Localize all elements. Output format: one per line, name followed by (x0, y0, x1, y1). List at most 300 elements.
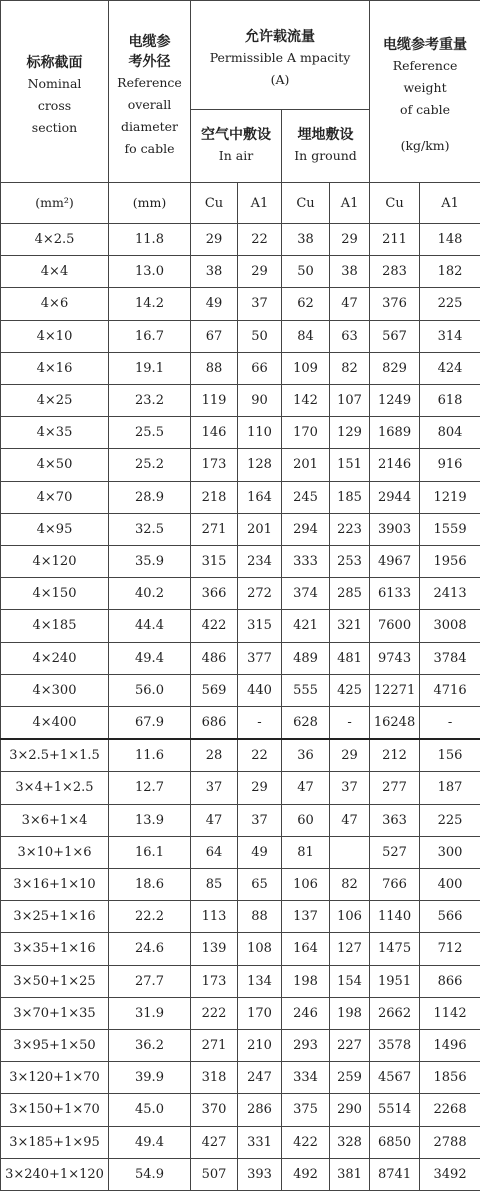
cell-diameter: 11.6 (109, 739, 191, 772)
cell-air-cu: 486 (191, 642, 238, 674)
cell-ground-cu: 555 (282, 674, 330, 706)
cell-air-al: 22 (238, 224, 282, 256)
cell-weight-al: 712 (420, 933, 480, 965)
cell-diameter: 25.2 (109, 449, 191, 481)
header-ampacity-zh: 允许载流量 (191, 27, 369, 47)
cell-section: 4×50 (1, 449, 109, 481)
cell-air-al: 108 (238, 933, 282, 965)
cell-diameter: 14.2 (109, 288, 191, 320)
table-row (1, 224, 480, 256)
cell-weight-al: 2788 (420, 1126, 480, 1158)
cell-ground-cu: 628 (282, 707, 330, 740)
cell-ground-al: 127 (330, 933, 370, 965)
table-row (1, 965, 480, 997)
cell-ground-cu: 333 (282, 546, 330, 578)
cell-section: 4×150 (1, 578, 109, 610)
cell-ground-al: 481 (330, 642, 370, 674)
table-row (1, 320, 480, 352)
cell-weight-al: 3492 (420, 1158, 480, 1190)
cell-weight-cu: 3903 (370, 513, 420, 545)
cell-air-al: 272 (238, 578, 282, 610)
cell-section: 4×16 (1, 352, 109, 384)
cell-air-al: 286 (238, 1094, 282, 1126)
cell-diameter: 45.0 (109, 1094, 191, 1126)
table-row (1, 385, 480, 417)
cell-weight-al: 1956 (420, 546, 480, 578)
cell-diameter: 35.9 (109, 546, 191, 578)
cell-ground-al: 223 (330, 513, 370, 545)
cell-air-al: 49 (238, 836, 282, 868)
header-air-cu: Cu (191, 183, 238, 224)
cell-weight-al: 4716 (420, 674, 480, 706)
cell-section: 4×35 (1, 417, 109, 449)
table-row (1, 546, 480, 578)
table-row (1, 869, 480, 901)
cell-air-cu: 85 (191, 869, 238, 901)
cell-air-al: 393 (238, 1158, 282, 1190)
header-weight-en-3: of cable (370, 99, 480, 121)
cell-diameter: 16.1 (109, 836, 191, 868)
cell-section: 3×70+1×35 (1, 997, 109, 1029)
cell-weight-cu: 1475 (370, 933, 420, 965)
header-ampacity-en-2: (A) (191, 69, 369, 91)
cell-ground-al: 38 (330, 256, 370, 288)
cell-ground-cu: 62 (282, 288, 330, 320)
cell-weight-al: - (420, 707, 480, 740)
cell-weight-al: 3008 (420, 610, 480, 642)
table-row (1, 481, 480, 513)
cell-ground-al: 47 (330, 804, 370, 836)
cell-ground-al: 151 (330, 449, 370, 481)
cell-diameter: 25.5 (109, 417, 191, 449)
cell-section: 3×120+1×70 (1, 1062, 109, 1094)
table-row (1, 449, 480, 481)
cell-weight-cu: 277 (370, 772, 420, 804)
cell-air-al: 210 (238, 1030, 282, 1062)
cell-ground-cu: 142 (282, 385, 330, 417)
cell-air-al: 88 (238, 901, 282, 933)
cell-weight-al: 2413 (420, 578, 480, 610)
header-section-zh: 标称截面 (1, 53, 108, 73)
cell-section: 3×6+1×4 (1, 804, 109, 836)
cell-ground-al: 285 (330, 578, 370, 610)
cell-air-al: 37 (238, 288, 282, 320)
cell-ground-al: 328 (330, 1126, 370, 1158)
cell-diameter: 40.2 (109, 578, 191, 610)
cell-air-cu: 37 (191, 772, 238, 804)
cell-air-al: 170 (238, 997, 282, 1029)
table-row (1, 642, 480, 674)
table-row (1, 836, 480, 868)
cell-ground-al: 290 (330, 1094, 370, 1126)
cell-air-cu: 271 (191, 513, 238, 545)
table-row (1, 513, 480, 545)
table-row (1, 804, 480, 836)
cell-weight-al: 1559 (420, 513, 480, 545)
cell-weight-al: 225 (420, 804, 480, 836)
cell-air-al: 37 (238, 804, 282, 836)
cell-diameter: 54.9 (109, 1158, 191, 1190)
cell-air-al: 66 (238, 352, 282, 384)
header-section-en-2: cross (1, 95, 108, 117)
cell-air-cu: 88 (191, 352, 238, 384)
table-row (1, 578, 480, 610)
cell-section: 3×95+1×50 (1, 1030, 109, 1062)
header-weight-cu: Cu (370, 183, 420, 224)
table-row (1, 288, 480, 320)
header-section-en-1: Nominal (1, 73, 108, 95)
cell-weight-al: 314 (420, 320, 480, 352)
cell-diameter: 22.2 (109, 901, 191, 933)
cell-air-cu: 49 (191, 288, 238, 320)
cell-ground-al: 227 (330, 1030, 370, 1062)
cell-diameter: 36.2 (109, 1030, 191, 1062)
cell-air-cu: 222 (191, 997, 238, 1029)
header-diameter-en-1: Reference (109, 72, 190, 94)
cell-diameter: 28.9 (109, 481, 191, 513)
cell-air-al: 50 (238, 320, 282, 352)
header-weight-al: A1 (420, 183, 480, 224)
header-ground-cu: Cu (282, 183, 330, 224)
header-diameter-zh-1: 电缆参 (109, 32, 190, 52)
table-row (1, 997, 480, 1029)
cell-ground-cu: 137 (282, 901, 330, 933)
cell-section: 4×400 (1, 707, 109, 740)
cell-air-al: 90 (238, 385, 282, 417)
table-row (1, 901, 480, 933)
cell-section: 4×240 (1, 642, 109, 674)
cell-air-cu: 47 (191, 804, 238, 836)
diameter-unit-label: (mm) (133, 195, 166, 210)
header-weight-en-2: weight (370, 77, 480, 99)
cell-ground-cu: 246 (282, 997, 330, 1029)
cell-ground-cu: 109 (282, 352, 330, 384)
table-row (1, 417, 480, 449)
cell-section: 3×4+1×2.5 (1, 772, 109, 804)
cell-section: 4×95 (1, 513, 109, 545)
table-row (1, 772, 480, 804)
cell-diameter: 11.8 (109, 224, 191, 256)
cell-ground-al: - (330, 707, 370, 740)
header-weight-en-1: Reference (370, 55, 480, 77)
table-row (1, 674, 480, 706)
cell-weight-cu: 16248 (370, 707, 420, 740)
cell-ground-al: 29 (330, 224, 370, 256)
cell-section: 4×120 (1, 546, 109, 578)
cell-section: 3×16+1×10 (1, 869, 109, 901)
table-body (1, 224, 480, 1191)
table-row (1, 1158, 480, 1190)
cell-weight-cu: 766 (370, 869, 420, 901)
header-in-air (191, 110, 282, 183)
cell-air-cu: 139 (191, 933, 238, 965)
cell-weight-al: 424 (420, 352, 480, 384)
table-row (1, 1030, 480, 1062)
cell-ground-al: 198 (330, 997, 370, 1029)
cell-weight-al: 866 (420, 965, 480, 997)
cell-diameter: 23.2 (109, 385, 191, 417)
cell-ground-al: 259 (330, 1062, 370, 1094)
header-ampacity-en-1: Permissible A mpacity (191, 47, 369, 69)
header-section-unit (1, 183, 109, 224)
cell-ground-al: 82 (330, 352, 370, 384)
header-ground-al: A1 (330, 183, 370, 224)
cell-ground-cu: 50 (282, 256, 330, 288)
cell-air-cu: 28 (191, 739, 238, 772)
cell-section: 3×150+1×70 (1, 1094, 109, 1126)
cell-section: 4×25 (1, 385, 109, 417)
cell-weight-cu: 2944 (370, 481, 420, 513)
cell-weight-cu: 4567 (370, 1062, 420, 1094)
cell-air-al: 22 (238, 739, 282, 772)
table-row (1, 1094, 480, 1126)
cell-section: 4×6 (1, 288, 109, 320)
cell-weight-cu: 1140 (370, 901, 420, 933)
cell-diameter: 13.0 (109, 256, 191, 288)
cell-air-cu: 366 (191, 578, 238, 610)
cell-ground-cu: 47 (282, 772, 330, 804)
header-ampacity (191, 1, 370, 110)
cell-weight-al: 1219 (420, 481, 480, 513)
cell-ground-al: 47 (330, 288, 370, 320)
cell-weight-cu: 829 (370, 352, 420, 384)
cell-ground-cu: 84 (282, 320, 330, 352)
cell-weight-cu: 6850 (370, 1126, 420, 1158)
cell-ground-al: 82 (330, 869, 370, 901)
cell-air-cu: 146 (191, 417, 238, 449)
cell-section: 3×10+1×6 (1, 836, 109, 868)
cell-weight-al: 804 (420, 417, 480, 449)
header-in-ground (282, 110, 370, 183)
cell-ground-cu: 422 (282, 1126, 330, 1158)
cell-ground-cu: 164 (282, 933, 330, 965)
cell-weight-cu: 3578 (370, 1030, 420, 1062)
cell-ground-cu: 294 (282, 513, 330, 545)
cell-ground-al: 63 (330, 320, 370, 352)
cell-air-al: 164 (238, 481, 282, 513)
cell-ground-cu: 334 (282, 1062, 330, 1094)
table-row (1, 610, 480, 642)
cell-weight-cu: 2662 (370, 997, 420, 1029)
cell-weight-al: 2268 (420, 1094, 480, 1126)
cell-diameter: 31.9 (109, 997, 191, 1029)
cell-diameter: 32.5 (109, 513, 191, 545)
cell-ground-al: 185 (330, 481, 370, 513)
header-weight-unit: (kg/km) (370, 135, 480, 157)
cell-weight-al: 300 (420, 836, 480, 868)
cell-air-cu: 113 (191, 901, 238, 933)
table-row (1, 707, 480, 740)
cell-weight-cu: 8741 (370, 1158, 420, 1190)
cell-air-al: 201 (238, 513, 282, 545)
header-air-al: A1 (238, 183, 282, 224)
cell-air-cu: 173 (191, 449, 238, 481)
cell-air-cu: 370 (191, 1094, 238, 1126)
header-diameter-unit (109, 183, 191, 224)
cell-ground-al: 106 (330, 901, 370, 933)
cell-ground-al: 129 (330, 417, 370, 449)
cell-weight-cu: 1951 (370, 965, 420, 997)
cell-ground-cu: 60 (282, 804, 330, 836)
cell-weight-cu: 6133 (370, 578, 420, 610)
cell-air-al: 377 (238, 642, 282, 674)
table-row (1, 352, 480, 384)
table-row (1, 1126, 480, 1158)
cell-air-cu: 427 (191, 1126, 238, 1158)
cell-ground-cu: 374 (282, 578, 330, 610)
table-row (1, 1062, 480, 1094)
cell-air-al: - (238, 707, 282, 740)
cell-air-al: 110 (238, 417, 282, 449)
cell-diameter: 67.9 (109, 707, 191, 740)
cell-weight-al: 148 (420, 224, 480, 256)
cell-weight-al: 1856 (420, 1062, 480, 1094)
cell-air-cu: 422 (191, 610, 238, 642)
header-diameter (109, 1, 191, 183)
cell-air-al: 440 (238, 674, 282, 706)
cell-weight-cu: 1689 (370, 417, 420, 449)
header-weight-zh: 电缆参考重量 (370, 35, 480, 55)
cell-air-al: 128 (238, 449, 282, 481)
cell-air-al: 29 (238, 256, 282, 288)
table-header (1, 1, 480, 224)
cell-diameter: 39.9 (109, 1062, 191, 1094)
cell-weight-cu: 12271 (370, 674, 420, 706)
cell-section: 3×35+1×16 (1, 933, 109, 965)
header-in-air-zh: 空气中敷设 (191, 125, 281, 145)
cell-air-cu: 173 (191, 965, 238, 997)
cell-ground-cu: 106 (282, 869, 330, 901)
cell-section: 4×10 (1, 320, 109, 352)
cell-ground-al: 253 (330, 546, 370, 578)
cell-air-cu: 318 (191, 1062, 238, 1094)
cell-air-al: 315 (238, 610, 282, 642)
cell-ground-al: 29 (330, 739, 370, 772)
cell-air-al: 29 (238, 772, 282, 804)
cell-ground-al: 154 (330, 965, 370, 997)
cell-section: 4×70 (1, 481, 109, 513)
cell-diameter: 18.6 (109, 869, 191, 901)
header-in-air-en: In air (191, 145, 281, 167)
cell-weight-al: 1142 (420, 997, 480, 1029)
cell-section: 3×2.5+1×1.5 (1, 739, 109, 772)
cell-ground-cu: 36 (282, 739, 330, 772)
cell-weight-al: 3784 (420, 642, 480, 674)
cell-section: 3×185+1×95 (1, 1126, 109, 1158)
cell-air-cu: 67 (191, 320, 238, 352)
cell-diameter: 16.7 (109, 320, 191, 352)
cell-air-cu: 271 (191, 1030, 238, 1062)
cell-weight-al: 400 (420, 869, 480, 901)
cell-section: 3×50+1×25 (1, 965, 109, 997)
cell-weight-cu: 2146 (370, 449, 420, 481)
cell-air-al: 65 (238, 869, 282, 901)
cell-ground-al: 381 (330, 1158, 370, 1190)
cell-ground-al: 425 (330, 674, 370, 706)
cell-air-cu: 64 (191, 836, 238, 868)
cell-air-cu: 119 (191, 385, 238, 417)
cell-ground-cu: 81 (282, 836, 330, 868)
cell-ground-al: 37 (330, 772, 370, 804)
section-unit-label: (mm²) (35, 195, 73, 210)
header-section (1, 1, 109, 183)
header-in-ground-zh: 埋地敷设 (282, 125, 369, 145)
cell-diameter: 27.7 (109, 965, 191, 997)
cell-ground-al (330, 836, 370, 868)
cell-ground-cu: 198 (282, 965, 330, 997)
cell-ground-cu: 38 (282, 224, 330, 256)
cell-weight-cu: 9743 (370, 642, 420, 674)
header-section-en-3: section (1, 117, 108, 139)
cell-weight-al: 187 (420, 772, 480, 804)
cell-air-cu: 29 (191, 224, 238, 256)
cell-section: 3×25+1×16 (1, 901, 109, 933)
cell-air-cu: 218 (191, 481, 238, 513)
cell-weight-cu: 283 (370, 256, 420, 288)
header-diameter-en-2: overall (109, 94, 190, 116)
cell-diameter: 12.7 (109, 772, 191, 804)
cell-section: 4×185 (1, 610, 109, 642)
cell-ground-cu: 489 (282, 642, 330, 674)
cell-weight-al: 916 (420, 449, 480, 481)
cell-weight-cu: 5514 (370, 1094, 420, 1126)
cell-weight-al: 156 (420, 739, 480, 772)
cell-weight-al: 225 (420, 288, 480, 320)
table-row (1, 256, 480, 288)
cell-ground-al: 107 (330, 385, 370, 417)
cell-weight-cu: 1249 (370, 385, 420, 417)
cell-ground-cu: 375 (282, 1094, 330, 1126)
cell-weight-al: 182 (420, 256, 480, 288)
cell-weight-cu: 363 (370, 804, 420, 836)
cell-weight-cu: 376 (370, 288, 420, 320)
cell-weight-cu: 567 (370, 320, 420, 352)
cell-ground-cu: 421 (282, 610, 330, 642)
cell-weight-al: 1496 (420, 1030, 480, 1062)
cell-section: 4×4 (1, 256, 109, 288)
cell-air-al: 134 (238, 965, 282, 997)
header-diameter-en-4: fo cable (109, 138, 190, 160)
cell-diameter: 49.4 (109, 642, 191, 674)
cell-diameter: 44.4 (109, 610, 191, 642)
cell-weight-al: 566 (420, 901, 480, 933)
cell-diameter: 49.4 (109, 1126, 191, 1158)
header-weight (370, 1, 480, 183)
cell-air-cu: 507 (191, 1158, 238, 1190)
cell-air-cu: 38 (191, 256, 238, 288)
cell-diameter: 24.6 (109, 933, 191, 965)
cell-diameter: 56.0 (109, 674, 191, 706)
cell-air-al: 331 (238, 1126, 282, 1158)
cell-weight-cu: 7600 (370, 610, 420, 642)
cell-ground-cu: 293 (282, 1030, 330, 1062)
cell-air-cu: 315 (191, 546, 238, 578)
cell-air-cu: 569 (191, 674, 238, 706)
cell-diameter: 13.9 (109, 804, 191, 836)
cell-section: 3×240+1×120 (1, 1158, 109, 1190)
header-in-ground-en: In ground (282, 145, 369, 167)
table-row (1, 933, 480, 965)
cell-air-al: 234 (238, 546, 282, 578)
cell-air-cu: 686 (191, 707, 238, 740)
cell-ground-cu: 170 (282, 417, 330, 449)
cell-diameter: 19.1 (109, 352, 191, 384)
cell-weight-al: 618 (420, 385, 480, 417)
cell-ground-cu: 201 (282, 449, 330, 481)
cell-weight-cu: 527 (370, 836, 420, 868)
cell-ground-al: 321 (330, 610, 370, 642)
cell-weight-cu: 4967 (370, 546, 420, 578)
